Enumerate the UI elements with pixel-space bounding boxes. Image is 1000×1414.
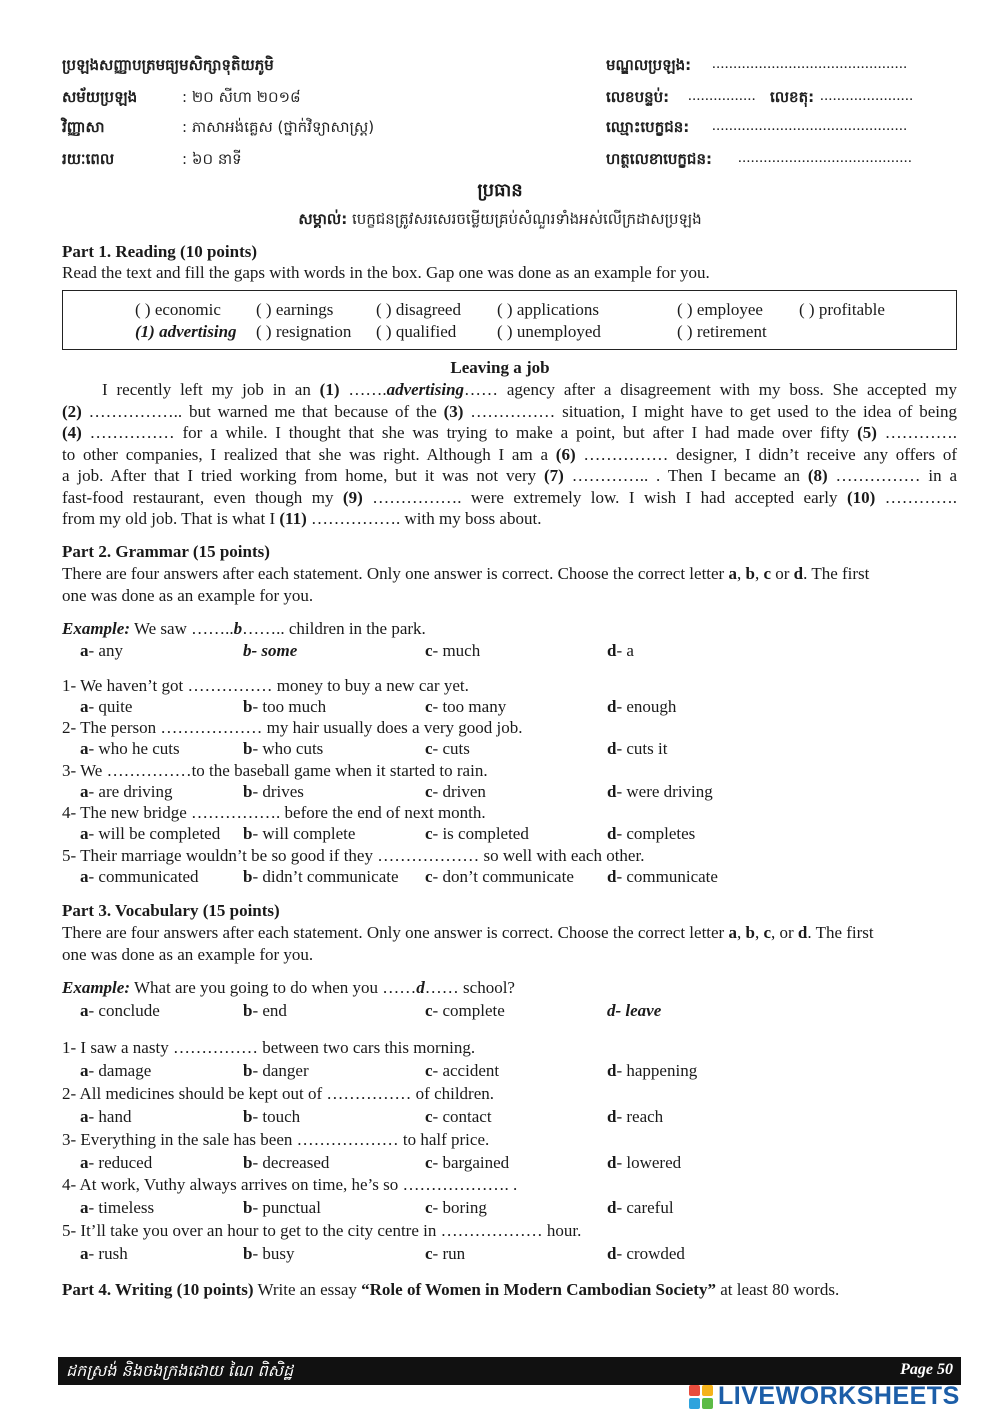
part2-options <box>80 782 780 804</box>
answer-option[interactable] <box>243 782 304 802</box>
option-text: - careful <box>616 1198 674 1218</box>
part3-options <box>80 1244 780 1266</box>
part3-example: Example: What are you going to do when you ……d…… school? <box>62 978 515 997</box>
part3-question: 1- I saw a nasty …………… between two cars this morning. <box>62 1038 476 1057</box>
answer-option[interactable] <box>80 1244 128 1264</box>
signature-label: ហត្ថលេខាបេក្ខជន: <box>606 150 712 168</box>
word-option[interactable]: ( ) employee <box>677 300 763 319</box>
part2-question: 4- The new bridge ……………. before the end of next month. <box>62 803 486 823</box>
option-text: - who cuts <box>252 739 324 759</box>
option-text: - contact <box>432 1106 492 1126</box>
option: a- conclude <box>80 1001 160 1020</box>
passage-line: I recently left my job in an (1) …….advertising…… agency after a disagreement with my boss. She accepted my <box>102 380 958 399</box>
word-option[interactable]: ( ) resignation <box>256 322 352 341</box>
option-letter: a <box>80 1106 89 1126</box>
option-letter: b <box>243 739 253 759</box>
option-letter: d <box>607 1106 617 1126</box>
option-text: - completes <box>616 824 696 844</box>
seat-field[interactable]: ...................... <box>820 88 914 104</box>
word-option[interactable]: ( ) unemployed <box>497 322 601 341</box>
passage-line: a job. After that I tried working from home, but it was not very (7) ………….. . Then I became an (8) …………… in a <box>62 466 957 485</box>
option-letter: a <box>80 824 89 844</box>
word-option[interactable]: ( ) retirement <box>677 322 767 341</box>
session-value: : ២០ សីហា ២០១៨ <box>182 88 301 106</box>
option-text: - damage <box>88 1061 152 1080</box>
option-letter: c <box>425 1198 433 1218</box>
part2-question: 1- We haven’t got …………… money to buy a new car yet. <box>62 676 469 695</box>
passage <box>62 379 957 530</box>
option-letter: a <box>80 1061 89 1080</box>
answer-option[interactable] <box>243 1153 329 1173</box>
room-label: លេខបន្ទប់: <box>606 88 670 106</box>
option-text: - drives <box>252 781 304 801</box>
answer-option[interactable] <box>607 1153 681 1173</box>
option-letter: c <box>425 697 433 716</box>
option-text: - too many <box>432 697 507 716</box>
option-text: - don’t communicate <box>432 866 574 886</box>
option-text: - were driving <box>616 781 713 801</box>
note-label: សម្គាល់: <box>298 210 348 228</box>
answer-option[interactable] <box>243 739 323 759</box>
word-option[interactable]: ( ) applications <box>497 300 599 319</box>
answer-option[interactable] <box>243 1198 321 1218</box>
option-text: - who he cuts <box>88 739 180 759</box>
option-letter: a <box>80 697 89 716</box>
option-text: - accident <box>432 1061 500 1080</box>
answer-option[interactable] <box>607 867 718 887</box>
answer-option[interactable] <box>425 1107 492 1127</box>
option: b- end <box>243 1001 287 1020</box>
answer-option[interactable] <box>80 782 173 802</box>
option-text: - run <box>432 1244 466 1264</box>
passage-line: from my old job. That is what I (11) ……………. with my boss about. <box>62 509 542 528</box>
option-letter: b <box>243 866 253 886</box>
answer-option[interactable] <box>607 824 695 844</box>
part1-instruction: Read the text and fill the gaps with words in the box. Gap one was done as an example for you. <box>62 263 710 282</box>
option-letter: b <box>243 1244 253 1264</box>
word-option-example: (1) advertising <box>135 322 237 341</box>
option-letter: b <box>243 824 253 844</box>
option-text: - communicated <box>88 866 199 886</box>
option-text: - boring <box>432 1198 487 1218</box>
part1-heading: Part 1. Reading (10 points) <box>62 242 258 261</box>
part3-question: 3- Everything in the sale has been ……………… to half price. <box>62 1129 490 1149</box>
signature-field[interactable]: ......................................... <box>738 150 913 166</box>
part2-question: 5- Their marriage wouldn’t be so good if they ……………… so well with each other. <box>62 845 645 865</box>
answer-option[interactable] <box>80 867 199 887</box>
option-text: - happening <box>616 1061 698 1080</box>
answer-option[interactable] <box>243 697 326 717</box>
option-text: - timeless <box>88 1198 155 1218</box>
footer-credit: ដកស្រង់ និងចងក្រងដោយ ណៃ ពិសិដ្ឋ <box>66 1361 294 1380</box>
answer-option[interactable] <box>425 697 506 717</box>
answer-option[interactable] <box>607 697 676 717</box>
part2-question: 2- The person ……………… my hair usually does a very good job. <box>62 718 523 738</box>
answer-option[interactable] <box>80 824 220 844</box>
answer-option[interactable] <box>425 739 470 759</box>
option-text: - touch <box>252 1106 301 1126</box>
option-text: - reduced <box>88 1152 153 1172</box>
part3-heading: Part 3. Vocabulary (15 points) <box>62 901 280 920</box>
essay-title: “Role of Women in Modern Cambodian Society” <box>361 1280 716 1299</box>
option-letter: c <box>425 739 433 759</box>
answer-option[interactable] <box>425 1153 509 1173</box>
center-label: មណ្ឌលប្រឡង: <box>606 56 692 74</box>
passage-line: (2) …………….. but warned me that because of the (3) …………… situation, I might have to get used to the idea of being <box>62 401 957 421</box>
option-letter: d <box>607 1244 617 1264</box>
word-option[interactable]: ( ) economic <box>135 300 221 319</box>
passage-line: fast-food restaurant, even though my (9) ……………. were extremely low. I wish I had accepted early (10) …………. <box>62 487 957 507</box>
option-correct: d- leave <box>607 1001 662 1020</box>
answer-option[interactable] <box>607 739 667 759</box>
part3-question: 4- At work, Vuthy always arrives on time, he’s so ………………. . <box>62 1175 518 1195</box>
passage-title: Leaving a job <box>450 358 550 377</box>
option-text: - didn’t communicate <box>252 866 399 886</box>
note-text: បេក្ខជនត្រូវសរសេរចម្លើយគ្រប់សំណួរទាំងអស់លើក្រដាសប្រឡង <box>347 210 702 228</box>
option-letter: c <box>425 824 433 844</box>
answer-option[interactable] <box>607 1107 663 1127</box>
option-letter: b <box>243 1152 253 1172</box>
answer-option[interactable] <box>425 824 529 844</box>
room-field[interactable]: ................ <box>688 88 756 104</box>
option-letter: d <box>607 866 617 886</box>
option-letter: c <box>425 781 433 801</box>
option-letter: a <box>80 781 89 801</box>
option-letter: d <box>607 824 617 844</box>
answer-option[interactable] <box>243 867 399 887</box>
option-text: - reach <box>616 1106 664 1126</box>
part3-example-options <box>80 1001 780 1023</box>
option-text: - is completed <box>432 824 529 844</box>
answer-option[interactable] <box>607 1244 685 1264</box>
option-letter: a <box>80 866 89 886</box>
answer-option[interactable] <box>243 824 355 844</box>
word-option[interactable]: ( ) earnings <box>256 300 334 319</box>
option-letter: c <box>425 1152 433 1172</box>
word-option[interactable]: ( ) qualified <box>376 322 457 341</box>
answer-option[interactable] <box>80 739 180 759</box>
answer-option[interactable] <box>243 1244 295 1264</box>
option-letter: c <box>425 1061 433 1080</box>
option-text: - bargained <box>432 1152 510 1172</box>
part2-heading: Part 2. Grammar (15 points) <box>62 542 270 561</box>
seat-label: លេខតុ: <box>770 88 815 106</box>
option: c- much <box>425 641 481 660</box>
answer-option[interactable] <box>243 1061 309 1081</box>
answer-option[interactable] <box>80 1198 154 1218</box>
option-text: - driven <box>432 781 486 801</box>
option-text: - quite <box>88 697 133 716</box>
subject-title: ប្រធាន <box>477 180 523 201</box>
part4-heading: Part 4. Writing (10 points) <box>62 1280 254 1299</box>
part2-options <box>80 824 780 846</box>
name-label: ឈ្មោះបេក្ខជន: <box>606 118 690 136</box>
option-letter: b <box>243 781 253 801</box>
option-letter: a <box>80 1198 89 1218</box>
part3-options <box>80 1153 780 1175</box>
option-text: - danger <box>252 1061 309 1080</box>
answer-option[interactable] <box>243 1107 300 1127</box>
option-text: - cuts it <box>616 739 668 759</box>
word-option[interactable]: ( ) profitable <box>799 300 885 319</box>
option: d- a <box>607 641 634 660</box>
option-letter: b <box>243 1061 253 1080</box>
option-letter: d <box>607 697 617 716</box>
page-number: Page 50 <box>900 1361 953 1378</box>
part3-options <box>80 1107 780 1129</box>
answer-option[interactable] <box>80 1107 131 1127</box>
passage-line: (4) …………… for a while. I thought that she was trying to make a point, but after I had made over fifty (5) …………. <box>62 423 958 442</box>
option-text: - will be completed <box>88 824 221 844</box>
option-text: - lowered <box>616 1152 682 1172</box>
option: a- any <box>80 641 123 660</box>
option-text: - decreased <box>252 1152 330 1172</box>
option-letter: b <box>243 697 253 716</box>
part3-question: 5- It’ll take you over an hour to get to the city centre in ……………… hour. <box>62 1221 582 1241</box>
option-text: - will complete <box>252 824 356 844</box>
option-text: - communicate <box>616 866 718 886</box>
option-letter: a <box>80 1244 89 1264</box>
part4: Part 4. Writing (10 points) Write an essay “Role of Women in Modern Cambodian Society” at least 80 words. <box>62 1280 840 1299</box>
option-text: - too much <box>252 697 327 716</box>
part2-options <box>80 739 780 761</box>
option-letter: b <box>243 1198 253 1218</box>
word-option[interactable]: ( ) disagreed <box>376 300 461 319</box>
center-field[interactable]: .............................................. <box>712 56 908 72</box>
option-text: - punctual <box>252 1198 321 1218</box>
option-text: - are driving <box>88 781 173 801</box>
option-correct: b- some <box>243 641 298 660</box>
answer-option[interactable] <box>607 1061 697 1081</box>
option-text: - rush <box>88 1244 128 1264</box>
brand-text: LIVEWORKSHEETS <box>718 1382 960 1410</box>
part2-example-options <box>80 641 780 663</box>
option-letter: a <box>80 1152 89 1172</box>
answer-option[interactable] <box>425 867 574 887</box>
option-text: - busy <box>252 1244 295 1264</box>
option-text: - cuts <box>432 739 470 759</box>
option-letter: d <box>607 1198 617 1218</box>
liveworksheets-logo-icon <box>688 1384 714 1410</box>
answer-option[interactable] <box>425 1061 499 1081</box>
passage-line: to other companies, I realized that she was right. Although I am a (6) …………… designer, I didn’t receive any offers of <box>62 444 958 464</box>
option-letter: c <box>425 866 433 886</box>
answer-option[interactable] <box>425 1244 465 1264</box>
option-letter: c <box>425 1244 433 1264</box>
option-letter: d <box>607 1061 617 1080</box>
part2-question: 3- We ……………to the baseball game when it started to rain. <box>62 760 488 780</box>
answer-option[interactable] <box>80 1153 152 1173</box>
option-letter: b <box>243 1106 253 1126</box>
part2-options <box>80 697 780 719</box>
answer-option[interactable] <box>607 782 713 802</box>
duration-value: : ៦០ នាទី <box>182 150 242 168</box>
part2-options <box>80 867 780 889</box>
answer-option[interactable] <box>80 1061 151 1081</box>
part3-options <box>80 1198 780 1220</box>
option-letter: c <box>425 1106 433 1126</box>
option-letter: a <box>80 739 89 759</box>
part2-example: Example: We saw ……..b…….. children in the park. <box>62 619 426 638</box>
duration-label: រយៈពេល <box>62 150 115 168</box>
option: c- complete <box>425 1001 505 1020</box>
option-letter: d <box>607 781 617 801</box>
option-letter: d <box>607 1152 617 1172</box>
part3-instruction: There are four answers after each statement. Only one answer is correct. Choose the correct letter a, b, c, or d. The first one was done as an example for you. <box>62 923 874 964</box>
subject-value: : ភាសាអង់គ្លេស (ថ្នាក់វិទ្យាសាស្ត្រ) <box>182 118 375 136</box>
subject-label: វិញ្ញាសា <box>62 118 105 136</box>
word-box <box>62 290 957 350</box>
option-text: - enough <box>616 697 677 716</box>
part3-question: 2- All medicines should be kept out of …………… of children. <box>62 1083 495 1103</box>
answer-option[interactable] <box>425 1198 487 1218</box>
footer-bar <box>58 1357 961 1385</box>
exam-title: ប្រឡងសញ្ញាបត្រមធ្យមសិក្សាទុតិយភូមិ <box>62 56 274 74</box>
option-letter: d <box>607 739 617 759</box>
note <box>0 210 1000 232</box>
option-text: - hand <box>88 1106 132 1126</box>
part2-instruction: There are four answers after each statement. Only one answer is correct. Choose the correct letter a, b, c or d. The first one was done as an example for you. <box>62 564 870 605</box>
answer-option[interactable] <box>80 697 132 717</box>
session-label: សម័យប្រឡង <box>62 88 138 106</box>
answer-option[interactable] <box>607 1198 674 1218</box>
name-field[interactable]: .............................................. <box>712 118 908 134</box>
answer-option[interactable] <box>425 782 486 802</box>
part3-options <box>80 1061 780 1083</box>
option-text: - crowded <box>616 1244 685 1264</box>
